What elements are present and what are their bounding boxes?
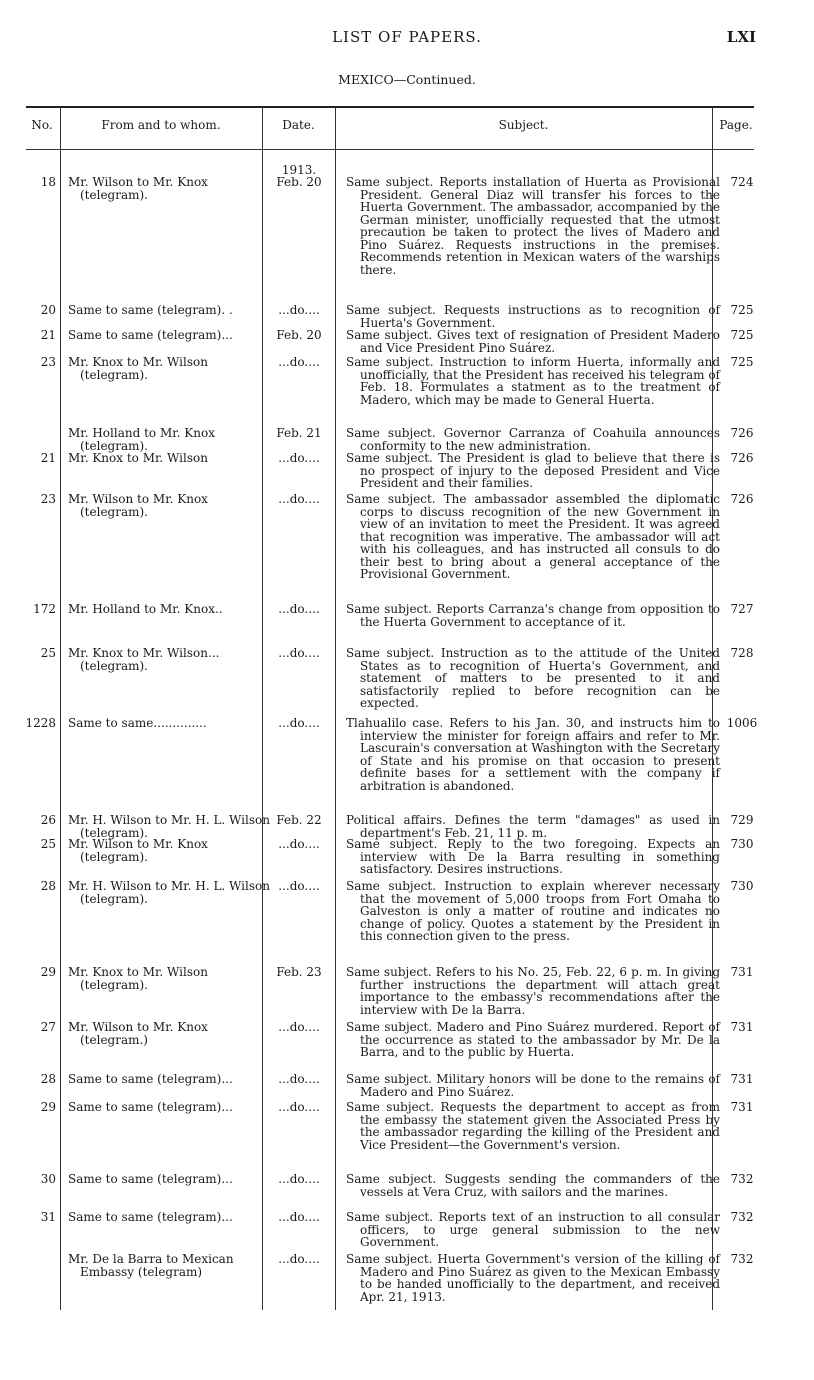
row-from-to: Mr. Wilson to Mr. Knox (telegram). <box>68 492 208 519</box>
column-header-from: From and to whom. <box>101 118 221 132</box>
row-page: 727 <box>730 602 754 616</box>
row-date: ...do.... <box>278 1100 320 1114</box>
row-from-to: Mr. H. Wilson to Mr. H. L. Wilson (telegram). <box>68 813 270 840</box>
row-subject: Same subject. Instruction as to the attitude of the United States as to recognition of Huerta's Government, and statement of matters to be presented to it and satisfactorily replied to before recognition can be expected. <box>346 646 720 710</box>
page-number: LXI <box>726 28 756 46</box>
column-header-page: Page. <box>719 118 753 132</box>
row-subject: Same subject. The ambassador assembled the diplomatic corps to discuss recognition of the new Government in view of an invitation to meet the President. It was agreed that recognition was imperative. The ambassador will act with his colleagues, and has instructed all consuls to do their best to bring about a general acceptance of the Provisional Government. <box>346 492 720 581</box>
row-from-to: Same to same (telegram)... <box>68 1072 233 1086</box>
row-number: 172 <box>33 602 56 616</box>
row-page: 731 <box>730 965 754 979</box>
row-from-to: Mr. H. Wilson to Mr. H. L. Wilson (telegram). <box>68 879 270 906</box>
row-subject: Same subject. Instruction to inform Huerta, informally and unofficially, that the President has received his telegram of Feb. 18. Formulates a statment as to the treatment of Madero, which may be made to General Huerta. <box>346 355 720 407</box>
row-subject: Same subject. Instruction to explain wherever necessary that the movement of 5,000 troops from Fort Omaha to Galveston is only a matter of routine and indicates no change of policy. Quotes a statement by the President in this connection given to the press. <box>346 879 720 943</box>
row-number: 18 <box>40 175 56 189</box>
row-page: 726 <box>730 492 754 506</box>
row-subject: Same subject. Reports text of an instruction to all consular officers, to urge general submission to the new Government. <box>346 1210 720 1249</box>
row-date: ...do.... <box>278 492 320 506</box>
row-subject: Same subject. Gives text of resignation of President Madero and Vice President Pino Suárez. <box>346 328 720 355</box>
row-page: 731 <box>730 1072 754 1086</box>
row-page: 732 <box>730 1172 754 1186</box>
row-date: ...do.... <box>278 879 320 893</box>
row-number: 28 <box>40 1072 56 1086</box>
row-from-to: Mr. Wilson to Mr. Knox (telegram.) <box>68 1020 208 1047</box>
row-page: 730 <box>730 837 754 851</box>
row-from-to: Same to same (telegram)... <box>68 1100 233 1114</box>
row-date: ...do.... <box>278 303 320 317</box>
row-subject: Same subject. Madero and Pino Suárez murdered. Report of the occurrence as stated to the ambassador by Mr. De la Barra, and to the public by Huerta. <box>346 1020 720 1059</box>
row-from-to: Mr. Holland to Mr. Knox.. <box>68 602 223 616</box>
row-from-to: Same to same (telegram)... <box>68 1172 233 1186</box>
row-page: 726 <box>730 426 754 440</box>
row-subject: Same subject. The President is glad to believe that there is no prospect of injury to the deposed President and Vice President and their families. <box>346 451 720 490</box>
row-number: 29 <box>40 965 56 979</box>
row-date: ...do.... <box>278 716 320 730</box>
row-date: ...do.... <box>278 451 320 465</box>
row-page: 729 <box>730 813 754 827</box>
row-subject: Same subject. Reply to the two foregoing. Expects an interview with De la Barra resulting in something satisfactory. Desires instructions. <box>346 837 720 876</box>
row-date: ...do.... <box>278 1172 320 1186</box>
row-from-to: Same to same.............. <box>68 716 207 730</box>
column-header-no: No. <box>31 118 53 132</box>
row-page: 724 <box>730 175 754 189</box>
row-from-to: Mr. Knox to Mr. Wilson <box>68 451 208 465</box>
row-from-to: Same to same (telegram)... <box>68 328 233 342</box>
row-date: ...do.... <box>278 355 320 369</box>
row-page: 731 <box>730 1020 754 1034</box>
row-from-to: Same to same (telegram)... <box>68 1210 233 1224</box>
row-page: 725 <box>730 355 754 369</box>
row-subject: Same subject. Reports Carranza's change from opposition to the Huerta Government to acceptance of it. <box>346 602 720 629</box>
row-page: 1006 <box>726 716 758 730</box>
row-subject: Same subject. Huerta Government's version of the killing of Madero and Pino Suárez as given to the Mexican Embassy to be handed unofficially to the department, and received Apr. 21, 1913. <box>346 1252 720 1304</box>
row-from-to: Mr. Holland to Mr. Knox (telegram). <box>68 426 215 453</box>
column-header-subject: Subject. <box>498 118 549 132</box>
row-number: 26 <box>40 813 56 827</box>
row-date: Feb. 23 <box>276 965 322 979</box>
row-from-to: Mr. Knox to Mr. Wilson (telegram). <box>68 355 208 382</box>
row-number: 21 <box>40 328 56 342</box>
row-subject: Same subject. Suggests sending the commanders of the vessels at Vera Cruz, with sailors and the marines. <box>346 1172 720 1199</box>
row-number: 25 <box>40 646 56 660</box>
page-header <box>0 28 814 52</box>
row-from-to: Mr. Wilson to Mr. Knox (telegram). <box>68 175 208 202</box>
table-top-rule <box>26 106 754 108</box>
row-date: ...do.... <box>278 1020 320 1034</box>
row-number: 23 <box>40 355 56 369</box>
row-number: 23 <box>40 492 56 506</box>
row-number: 25 <box>40 837 56 851</box>
row-subject: Same subject. Requests instructions as to recognition of Huerta's Government. <box>346 303 720 330</box>
row-subject: Same subject. Military honors will be done to the remains of Madero and Pino Suárez. <box>346 1072 720 1099</box>
row-number: 20 <box>40 303 56 317</box>
row-date: ...do.... <box>278 1210 320 1224</box>
row-from-to: Mr. Knox to Mr. Wilson... (telegram). <box>68 646 220 673</box>
row-number: 27 <box>40 1020 56 1034</box>
row-date: ...do.... <box>278 1252 320 1266</box>
row-number: 29 <box>40 1100 56 1114</box>
row-subject: Tlahualilo case. Refers to his Jan. 30, and instructs him to interview the minister for foreign affairs and refer to Mr. Lascurain's conversation at Washington with the Secretary of State and his promise on that occasion to present definite bases for a settlement with the company if arbitration is abandoned. <box>346 716 720 793</box>
row-page: 731 <box>730 1100 754 1114</box>
row-number: 31 <box>40 1210 56 1224</box>
row-from-to: Mr. De la Barra to Mexican Embassy (telegram) <box>68 1252 234 1279</box>
row-from-to: Mr. Knox to Mr. Wilson (telegram). <box>68 965 208 992</box>
row-date: Feb. 20 <box>276 328 322 342</box>
row-date: ...do.... <box>278 1072 320 1086</box>
column-header-date: Date. <box>282 118 315 132</box>
row-date: ...do.... <box>278 602 320 616</box>
row-date: Feb. 20 <box>276 175 322 189</box>
row-subject: Same subject. Refers to his No. 25, Feb. 22, 6 p. m. In giving further instructions the department will attach great importance to the embassy's recommendations after the interview with De la Barra. <box>346 965 720 1017</box>
column-divider-date <box>335 106 336 1310</box>
row-page: 732 <box>730 1210 754 1224</box>
column-divider-from <box>262 106 263 1310</box>
row-page: 726 <box>730 451 754 465</box>
row-page: 728 <box>730 646 754 660</box>
row-subject: Same subject. Requests the department to accept as from the embassy the statement given the Associated Press by the ambassador regarding the killing of the President and Vice President—the Government's version. <box>346 1100 720 1152</box>
row-page: 725 <box>730 303 754 317</box>
row-page: 732 <box>730 1252 754 1266</box>
column-divider-no <box>60 106 61 1310</box>
row-date: ...do.... <box>278 646 320 660</box>
row-from-to: Same to same (telegram). . <box>68 303 233 317</box>
row-subject: Same subject. Governor Carranza of Coahuila announces conformity to the new administration. <box>346 426 720 453</box>
row-number: 1228 <box>25 716 56 730</box>
row-date: ...do.... <box>278 837 320 851</box>
header-bottom-rule <box>26 149 754 150</box>
row-number: 30 <box>40 1172 56 1186</box>
section-title: MEXICO—Continued. <box>338 72 476 87</box>
row-from-to: Mr. Wilson to Mr. Knox (telegram). <box>68 837 208 864</box>
row-subject: Political affairs. Defines the term "damages" as used in department's Feb. 21, 11 p. m. <box>346 813 720 840</box>
row-date: Feb. 22 <box>276 813 322 827</box>
year-label: 1913. <box>281 163 317 177</box>
row-date: Feb. 21 <box>276 426 322 440</box>
row-number: 21 <box>40 451 56 465</box>
page-title: LIST OF PAPERS. <box>332 28 482 46</box>
row-number: 28 <box>40 879 56 893</box>
row-page: 725 <box>730 328 754 342</box>
row-subject: Same subject. Reports installation of Huerta as Provisional President. General Diaz will transfer his forces to the Huerta Government. The ambassador, accompanied by the German minister, unofficially requested that the utmost precaution be taken to protect the lives of Madero and Pino Suárez. Requests instructions in the premises. Recommends retention in Mexican waters of the warships there. <box>346 175 720 277</box>
row-page: 730 <box>730 879 754 893</box>
